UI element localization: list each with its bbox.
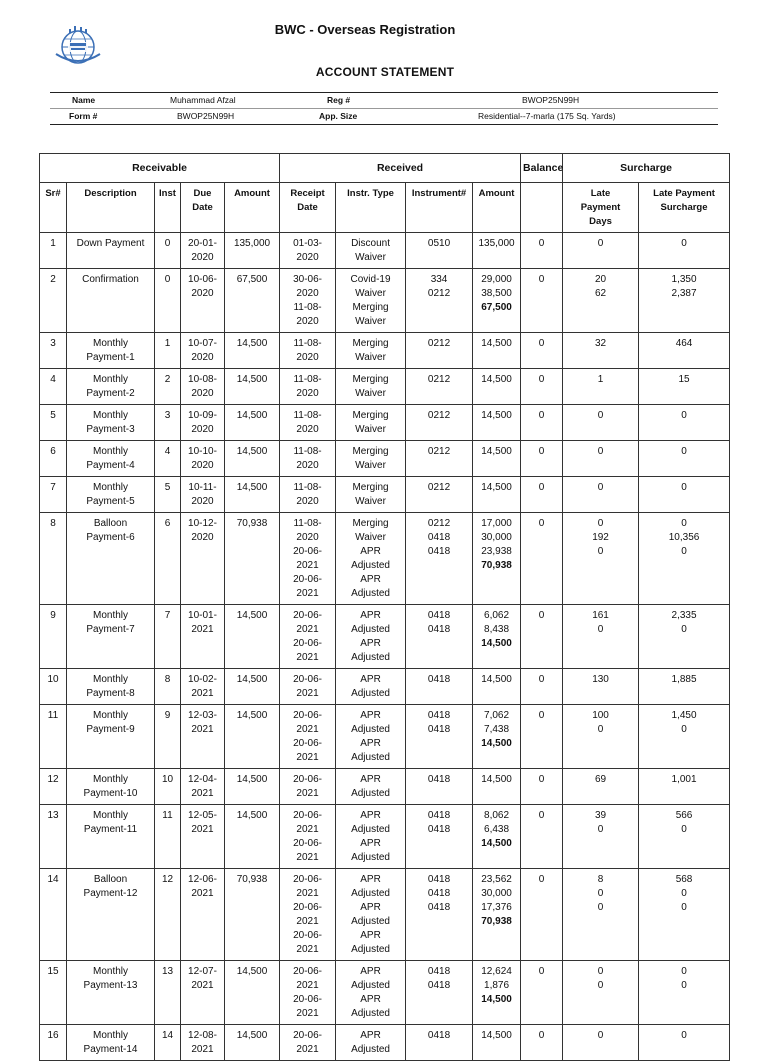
cell-late-surcharge: 1,350 2,387: [639, 269, 730, 333]
cell-receipt-date: 20-06- 2021 20-06- 2021: [280, 705, 336, 769]
cell-receipt-date: 20-06- 2021 20-06- 2021: [280, 805, 336, 869]
received-group-header: Received: [280, 154, 521, 183]
cell-balance: 0: [521, 513, 563, 605]
cell-receipt-date: 11-08- 2020: [280, 405, 336, 441]
cell-late-days: 0: [563, 405, 639, 441]
cell-instr-type: APR Adjusted APR Adjusted: [336, 961, 406, 1025]
received-amounts: 8,062 6,438: [484, 810, 510, 835]
cell-due-date: 10-10- 2020: [181, 441, 225, 477]
cell-receipt-date: 11-08- 2020: [280, 441, 336, 477]
cell-balance: 0: [521, 333, 563, 369]
cell-balance: 0: [521, 441, 563, 477]
name-label: Name: [72, 95, 96, 105]
cell-late-days: 0 192 0: [563, 513, 639, 605]
cell-balance: 0: [521, 605, 563, 669]
table-row: [40, 669, 730, 705]
cell-sr: 11: [40, 705, 67, 769]
cell-amount: 14,500: [225, 477, 280, 513]
cell-amount: 14,500: [225, 669, 280, 705]
cell-inst: 11: [155, 805, 181, 869]
cell-sr: 9: [40, 605, 67, 669]
cell-inst: 0: [155, 269, 181, 333]
cell-due-date: 10-01- 2021: [181, 605, 225, 669]
received-amounts: 6,062 8,438: [484, 610, 510, 635]
cell-late-surcharge: 0 10,356 0: [639, 513, 730, 605]
cell-instr-type: Merging Waiver: [336, 405, 406, 441]
cell-received-amount: [473, 961, 521, 1025]
cell-late-days: 130: [563, 669, 639, 705]
cell-amount: 70,938: [225, 513, 280, 605]
cell-description: Monthly Payment-8: [67, 669, 155, 705]
cell-late-days: 0: [563, 1025, 639, 1061]
cell-receipt-date: 20-06- 2021: [280, 669, 336, 705]
table-row: [40, 441, 730, 477]
surcharge-group-header: Surcharge: [563, 154, 730, 183]
cell-sr: 12: [40, 769, 67, 805]
table-row: [40, 869, 730, 961]
cell-inst: 13: [155, 961, 181, 1025]
cell-inst: 2: [155, 369, 181, 405]
received-amounts: 14,500: [481, 374, 512, 385]
cell-late-surcharge: 15: [639, 369, 730, 405]
col-balance: [521, 183, 563, 233]
cell-instr-type: APR Adjusted APR Adjusted: [336, 605, 406, 669]
table-row: [40, 233, 730, 269]
cell-inst: 1: [155, 333, 181, 369]
form-value: BWOP25N99H: [177, 111, 235, 121]
col-late-days: Late Payment Days: [563, 183, 639, 233]
received-amounts: 12,624 1,876: [481, 966, 512, 991]
cell-description: Monthly Payment-9: [67, 705, 155, 769]
cell-sr: 7: [40, 477, 67, 513]
col-inst: Inst: [155, 183, 181, 233]
received-amounts: 14,500: [481, 774, 512, 785]
cell-inst: 4: [155, 441, 181, 477]
cell-due-date: 12-08- 2021: [181, 1025, 225, 1061]
reg-label: Reg #: [327, 95, 351, 105]
cell-inst: 0: [155, 233, 181, 269]
cell-amount: 135,000: [225, 233, 280, 269]
received-amounts: 17,000 30,000 23,938: [481, 518, 512, 557]
cell-late-days: 0: [563, 477, 639, 513]
received-amounts: 14,500: [481, 338, 512, 349]
cell-late-surcharge: 1,885: [639, 669, 730, 705]
cell-due-date: 20-01- 2020: [181, 233, 225, 269]
cell-received-amount: [473, 477, 521, 513]
cell-receipt-date: 30-06- 2020 11-08- 2020: [280, 269, 336, 333]
col-receipt-date: Receipt Date: [280, 183, 336, 233]
cell-late-surcharge: 1,001: [639, 769, 730, 805]
received-total: 14,500: [481, 638, 512, 649]
cell-late-surcharge: 566 0: [639, 805, 730, 869]
cell-instr-type: Merging Waiver APR Adjusted APR Adjusted: [336, 513, 406, 605]
received-amounts: 14,500: [481, 1030, 512, 1041]
cell-due-date: 12-04- 2021: [181, 769, 225, 805]
cell-instrument: 0418 0418: [406, 605, 473, 669]
cell-balance: 0: [521, 805, 563, 869]
cell-balance: 0: [521, 477, 563, 513]
cell-received-amount: [473, 869, 521, 961]
cell-sr: 8: [40, 513, 67, 605]
name-value: Muhammad Afzal: [170, 95, 236, 105]
cell-description: Monthly Payment-4: [67, 441, 155, 477]
cell-inst: 14: [155, 1025, 181, 1061]
group-header-row: [40, 154, 730, 183]
col-sr: Sr#: [40, 183, 67, 233]
cell-balance: 0: [521, 405, 563, 441]
cell-late-days: 32: [563, 333, 639, 369]
cell-due-date: 12-05- 2021: [181, 805, 225, 869]
received-amounts: 14,500: [481, 410, 512, 421]
col-instr-type: Instr. Type: [336, 183, 406, 233]
cell-receipt-date: 20-06- 2021 20-06- 2021: [280, 605, 336, 669]
size-label: App. Size: [319, 111, 358, 121]
cell-late-surcharge: 0: [639, 477, 730, 513]
cell-instr-type: APR Adjusted: [336, 669, 406, 705]
cell-sr: 6: [40, 441, 67, 477]
cell-received-amount: [473, 605, 521, 669]
cell-instr-type: Discount Waiver: [336, 233, 406, 269]
cell-due-date: 12-03- 2021: [181, 705, 225, 769]
info-row-name: [50, 93, 718, 108]
cell-late-surcharge: 0 0: [639, 961, 730, 1025]
cell-late-surcharge: 0: [639, 405, 730, 441]
received-amounts: 14,500: [481, 482, 512, 493]
cell-inst: 12: [155, 869, 181, 961]
cell-receipt-date: 20-06- 2021 20-06- 2021: [280, 961, 336, 1025]
cell-due-date: 10-08- 2020: [181, 369, 225, 405]
cell-received-amount: [473, 269, 521, 333]
table-row: [40, 1025, 730, 1061]
cell-instr-type: APR Adjusted APR Adjusted: [336, 705, 406, 769]
cell-instrument: 0418: [406, 769, 473, 805]
cell-description: Monthly Payment-1: [67, 333, 155, 369]
cell-amount: 67,500: [225, 269, 280, 333]
table-row: [40, 405, 730, 441]
cell-sr: 15: [40, 961, 67, 1025]
document-subtitle: ACCOUNT STATEMENT: [315, 65, 455, 79]
cell-amount: 14,500: [225, 333, 280, 369]
cell-sr: 4: [40, 369, 67, 405]
column-header-row: [40, 183, 730, 233]
cell-sr: 1: [40, 233, 67, 269]
cell-instrument: 0418 0418: [406, 705, 473, 769]
cell-instrument: 0418 0418: [406, 961, 473, 1025]
cell-inst: 6: [155, 513, 181, 605]
cell-sr: 5: [40, 405, 67, 441]
cell-receipt-date: 11-08- 2020: [280, 477, 336, 513]
table-row: [40, 477, 730, 513]
cell-amount: 70,938: [225, 869, 280, 961]
cell-balance: 0: [521, 869, 563, 961]
col-received-amount: Amount: [473, 183, 521, 233]
document-title: BWC - Overseas Registration: [274, 22, 456, 37]
cell-due-date: 10-09- 2020: [181, 405, 225, 441]
cell-late-surcharge: 568 0 0: [639, 869, 730, 961]
cell-balance: 0: [521, 269, 563, 333]
account-statement-table: [39, 153, 730, 1061]
cell-late-surcharge: 1,450 0: [639, 705, 730, 769]
table-row: [40, 961, 730, 1025]
cell-receipt-date: 20-06- 2021: [280, 1025, 336, 1061]
cell-due-date: 10-06- 2020: [181, 269, 225, 333]
cell-received-amount: [473, 441, 521, 477]
received-amounts: 135,000: [478, 238, 515, 249]
cell-description: Monthly Payment-3: [67, 405, 155, 441]
cell-received-amount: [473, 669, 521, 705]
cell-sr: 14: [40, 869, 67, 961]
cell-amount: 14,500: [225, 805, 280, 869]
received-amounts: 23,562 30,000 17,376: [481, 874, 512, 913]
cell-description: Monthly Payment-5: [67, 477, 155, 513]
cell-receipt-date: 11-08- 2020 20-06- 2021 20-06- 2021: [280, 513, 336, 605]
cell-description: Monthly Payment-14: [67, 1025, 155, 1061]
cell-amount: 14,500: [225, 441, 280, 477]
received-total: 70,938: [481, 916, 512, 927]
cell-balance: 0: [521, 1025, 563, 1061]
table-row: [40, 369, 730, 405]
cell-late-surcharge: 464: [639, 333, 730, 369]
cell-amount: 14,500: [225, 705, 280, 769]
cell-amount: 14,500: [225, 405, 280, 441]
cell-instrument: 0212: [406, 477, 473, 513]
cell-instrument: 0418 0418 0418: [406, 869, 473, 961]
cell-received-amount: [473, 1025, 521, 1061]
cell-late-surcharge: 0: [639, 441, 730, 477]
cell-description: Down Payment: [67, 233, 155, 269]
cell-description: Monthly Payment-11: [67, 805, 155, 869]
table-row: [40, 333, 730, 369]
cell-balance: 0: [521, 705, 563, 769]
cell-instr-type: Merging Waiver: [336, 477, 406, 513]
table-row: [40, 769, 730, 805]
cell-received-amount: [473, 233, 521, 269]
cell-received-amount: [473, 405, 521, 441]
applicant-info: [50, 92, 718, 125]
cell-balance: 0: [521, 669, 563, 705]
table-row: [40, 705, 730, 769]
cell-instr-type: APR Adjusted: [336, 769, 406, 805]
cell-inst: 10: [155, 769, 181, 805]
reg-value: BWOP25N99H: [522, 95, 580, 105]
cell-due-date: 10-12- 2020: [181, 513, 225, 605]
cell-late-days: 20 62: [563, 269, 639, 333]
cell-instrument: 0418: [406, 1025, 473, 1061]
col-amount: Amount: [225, 183, 280, 233]
cell-received-amount: [473, 333, 521, 369]
cell-instrument: 0418: [406, 669, 473, 705]
cell-sr: 13: [40, 805, 67, 869]
size-value: Residential--7-marla (175 Sq. Yards): [478, 111, 616, 121]
cell-late-surcharge: 2,335 0: [639, 605, 730, 669]
statement-body: [40, 233, 730, 1061]
cell-late-days: 69: [563, 769, 639, 805]
cell-inst: 9: [155, 705, 181, 769]
cell-due-date: 12-07- 2021: [181, 961, 225, 1025]
cell-received-amount: [473, 805, 521, 869]
cell-amount: 14,500: [225, 1025, 280, 1061]
cell-receipt-date: 20-06- 2021 20-06- 2021 20-06- 2021: [280, 869, 336, 961]
cell-late-days: 0: [563, 233, 639, 269]
cell-late-days: 8 0 0: [563, 869, 639, 961]
cell-due-date: 10-11- 2020: [181, 477, 225, 513]
cell-description: Monthly Payment-7: [67, 605, 155, 669]
cell-sr: 10: [40, 669, 67, 705]
cell-balance: 0: [521, 961, 563, 1025]
col-due-date: Due Date: [181, 183, 225, 233]
cell-instrument: 0212: [406, 441, 473, 477]
col-description: Description: [67, 183, 155, 233]
cell-description: Monthly Payment-13: [67, 961, 155, 1025]
received-amounts: 14,500: [481, 446, 512, 457]
balance-group-header: Balance: [521, 154, 563, 183]
cell-description: Monthly Payment-2: [67, 369, 155, 405]
cell-instr-type: Merging Waiver: [336, 333, 406, 369]
cell-instr-type: Merging Waiver: [336, 441, 406, 477]
info-row-form: [50, 108, 718, 124]
cell-due-date: 10-07- 2020: [181, 333, 225, 369]
cell-instrument: 0212 0418 0418: [406, 513, 473, 605]
cell-received-amount: [473, 705, 521, 769]
cell-instr-type: APR Adjusted APR Adjusted APR Adjusted: [336, 869, 406, 961]
form-label: Form #: [69, 111, 98, 121]
cell-description: Confirmation: [67, 269, 155, 333]
received-total: 14,500: [481, 994, 512, 1005]
cell-inst: 3: [155, 405, 181, 441]
cell-instrument: 0510: [406, 233, 473, 269]
cell-sr: 2: [40, 269, 67, 333]
col-late-surcharge: Late Payment Surcharge: [639, 183, 730, 233]
cell-received-amount: [473, 513, 521, 605]
table-row: [40, 513, 730, 605]
cell-instrument: 0212: [406, 405, 473, 441]
cell-instrument: 334 0212: [406, 269, 473, 333]
cell-instr-type: APR Adjusted APR Adjusted: [336, 805, 406, 869]
cell-inst: 5: [155, 477, 181, 513]
received-amounts: 14,500: [481, 674, 512, 685]
received-total: 14,500: [481, 738, 512, 749]
cell-balance: 0: [521, 369, 563, 405]
cell-receipt-date: 01-03- 2020: [280, 233, 336, 269]
cell-late-days: 100 0: [563, 705, 639, 769]
cell-description: Monthly Payment-10: [67, 769, 155, 805]
table-row: [40, 269, 730, 333]
cell-instr-type: Merging Waiver: [336, 369, 406, 405]
table-row: [40, 805, 730, 869]
cell-instr-type: APR Adjusted: [336, 1025, 406, 1061]
cell-amount: 14,500: [225, 961, 280, 1025]
receivable-group-header: Receivable: [40, 154, 280, 183]
cell-amount: 14,500: [225, 769, 280, 805]
received-total: 70,938: [481, 560, 512, 571]
cell-late-surcharge: 0: [639, 1025, 730, 1061]
cell-inst: 7: [155, 605, 181, 669]
cell-sr: 16: [40, 1025, 67, 1061]
cell-due-date: 10-02- 2021: [181, 669, 225, 705]
cell-balance: 0: [521, 769, 563, 805]
cell-late-days: 39 0: [563, 805, 639, 869]
cell-instrument: 0212: [406, 333, 473, 369]
received-total: 67,500: [481, 302, 512, 313]
table-row: [40, 605, 730, 669]
cell-late-days: 161 0: [563, 605, 639, 669]
cell-received-amount: [473, 769, 521, 805]
cell-due-date: 12-06- 2021: [181, 869, 225, 961]
cell-description: Balloon Payment-12: [67, 869, 155, 961]
cell-amount: 14,500: [225, 369, 280, 405]
cell-instrument: 0418 0418: [406, 805, 473, 869]
col-instrument: Instrument#: [406, 183, 473, 233]
received-amounts: 7,062 7,438: [484, 710, 510, 735]
cell-late-surcharge: 0: [639, 233, 730, 269]
cell-receipt-date: 11-08- 2020: [280, 333, 336, 369]
cell-sr: 3: [40, 333, 67, 369]
cell-balance: 0: [521, 233, 563, 269]
cell-late-days: 0: [563, 441, 639, 477]
cell-description: Balloon Payment-6: [67, 513, 155, 605]
cell-late-days: 1: [563, 369, 639, 405]
cell-amount: 14,500: [225, 605, 280, 669]
cell-receipt-date: 20-06- 2021: [280, 769, 336, 805]
received-amounts: 29,000 38,500: [481, 274, 512, 299]
cell-late-days: 0 0: [563, 961, 639, 1025]
cell-inst: 8: [155, 669, 181, 705]
received-total: 14,500: [481, 838, 512, 849]
cell-receipt-date: 11-08- 2020: [280, 369, 336, 405]
cell-instrument: 0212: [406, 369, 473, 405]
cell-received-amount: [473, 369, 521, 405]
cell-instr-type: Covid-19 Waiver Merging Waiver: [336, 269, 406, 333]
